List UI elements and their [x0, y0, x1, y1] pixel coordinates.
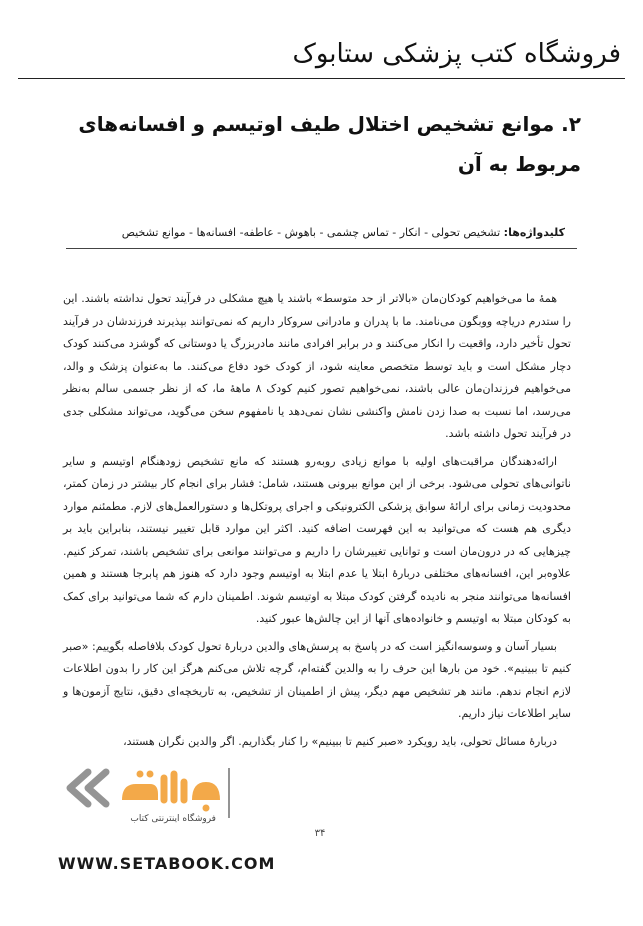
page-number: ۳۴ [314, 828, 326, 839]
paragraph: دربارهٔ مسائل تحولی، باید رویکرد «صبر کنیم تا ببینیم» را کنار بگذاریم. اگر والدین نگران هستند، [123, 734, 557, 748]
keywords-divider [66, 248, 577, 249]
keywords-text: تشخیص تحولی - انکار - تماس چشمی - باهوش - عاطفه- افسانه‌ها - موانع تشخیص [121, 226, 501, 239]
keywords-label: کلیدواژه‌ها: [503, 226, 565, 239]
watermark-caption: فروشگاه اینترنتی کتاب [130, 814, 216, 824]
paragraph: همهٔ ما می‌خواهیم کودکان‌مان «بالاتر از حد متوسط» باشند یا هیچ مشکلی در فرآیند تحول نداشته باشند. این را ستدرم دریاچه ووبگون می‌نامند. ما با پدران و مادرانی سروکار داریم که نمی‌توانند بپذیرند فرزندشان در فرآیند تحول تأخیر دارد، واقعیت را انکار می‌کنند و در برابر افرادی مانند مادربزرگ یا دوستانی که گوشزد می‌کنند کودک دچار مشکل است و باید توسط متخصص معاینه شود، از کودک خود دفاع می‌کنند. ما به‌عنوان پزشک و والد، می‌خواهیم فرزندان‌مان عالی باشند، نمی‌خواهیم تصور کنیم کودک ۸ ماههٔ ما، که از نظر جسمی سالم به‌نظر می‌رسد، اما نسبت به صدا زدن نامش واکنشی نشان نمی‌دهد یا نامفهوم سخن می‌گوید، می‌تواند مشکلی جدی در فرآیند تحول داشته باشد. [63, 292, 571, 440]
setabook-watermark [58, 764, 578, 884]
watermark-url: WWW.SETABOOK.COM [58, 854, 276, 873]
body-text [63, 288, 571, 758]
chapter-title: ۲. موانع تشخیص اختلال طیف اوتیسم و افسانه‌های مربوط به آن [78, 112, 581, 176]
setabook-logo-icon [58, 764, 258, 834]
header-divider [18, 78, 625, 79]
keywords-line [65, 224, 565, 242]
paragraph: ارائه‌دهندگان مراقبت‌های اولیه با موانع زیادی روبه‌رو هستند که مانع تشخیص زودهنگام اوتیسم و سایر ناتوانی‌های تحولی می‌شود. برخی از این موانع بیرونی هستند، شامل: فشار برای انجام کار بیشتر در زمان کمتر، محدودیت زمانی برای ارائهٔ سوابق پزشکی الکترونیکی و اجرای پروتکل‌ها و دستورالعمل‌های لازم. مطمئنم موارد دیگری هم هست که می‌توانید به این فهرست اضافه کنید. اکثر این موارد قابل تغییر نیستند، بنابراین باید بر چیزهایی که در درون‌مان است و توانایی تغییرشان را داریم و می‌توانند موانعی برای تشخیص باشند، تمرکز کنیم. علاوه‌بر این، افسانه‌های مختلفی دربارهٔ ابتلا یا عدم ابتلا به اوتیسم وجود دارد که هنوز هم پابرجا هستند و همین افسانه‌ها می‌توانند منجر به نادیده گرفتن کودک مبتلا به اوتیسم شوند. اطمینان دارم که شما می‌توانید برای کمک به کودکان مبتلا به اوتیسم و خانواده‌های آنها از این چالش‌ها عبور کنید. [63, 454, 571, 625]
running-header-title: فروشگاه کتب پزشکی ستابوک [292, 39, 621, 69]
paragraph: بسیار آسان و وسوسه‌انگیز است که در پاسخ به پرسش‌های والدین دربارهٔ تحول کودک بلافاصله بگوییم: «صبر کنیم تا ببینیم». خود من بارها این حرف را به والدین گفته‌ام، گرچه تلاش می‌کنم هرگز این کار را بدون اطلاعات لازم انجام ندهم. مانند هر تشخیص مهم دیگر، پیش از اطمینان از تشخیص، به تاریخچه‌ای دقیق، نتایج آزمون‌ها و سایر اطلاعات نیاز داریم. [63, 639, 571, 720]
